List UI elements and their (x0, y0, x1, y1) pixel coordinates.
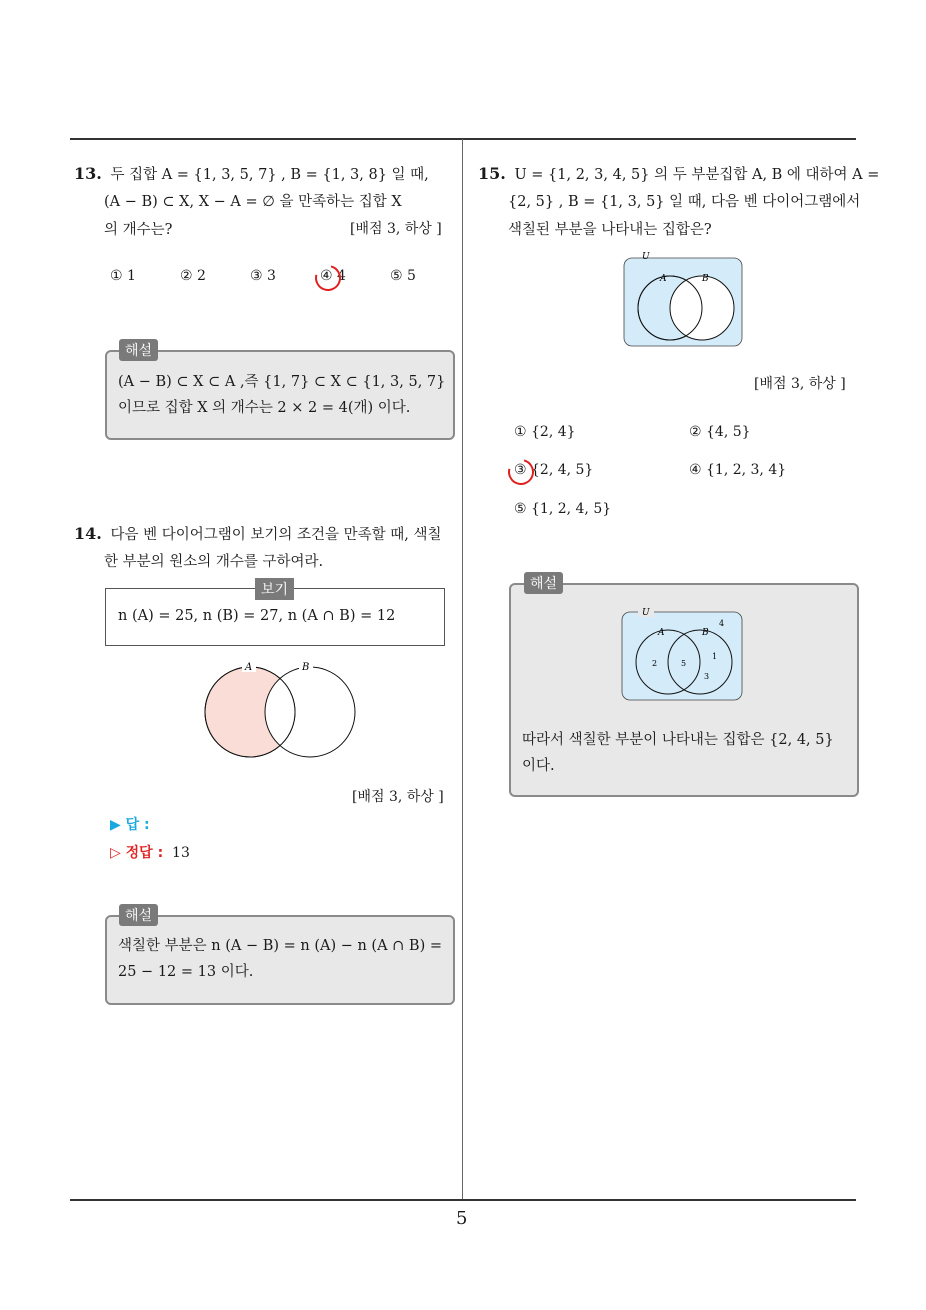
bottom-rule (70, 1199, 856, 1201)
venn-label-b: B (702, 628, 709, 638)
correct-label: ▷ 정답 : (110, 845, 164, 861)
question-number: 15. (478, 164, 506, 183)
venn-label-a: A (245, 662, 253, 673)
question-text-line2: {2, 5} , B = {1, 3, 5} 일 때, 다음 벤 다이어그램에서 (508, 194, 861, 210)
top-rule (70, 138, 856, 140)
venn-element-3: 3 (704, 672, 710, 681)
question-number: 14. (74, 524, 102, 543)
venn-element-1: 1 (712, 652, 718, 661)
venn-element-5: 5 (681, 659, 687, 668)
score-label: [배점 3, 하상 ] (352, 789, 444, 805)
q15-venn-diagram (622, 250, 746, 350)
question-text-line2: 한 부분의 원소의 개수를 구하여라. (104, 554, 324, 570)
score-label: [배점 3, 하상 ] (350, 221, 442, 237)
question-text-line3: 색칠된 부분을 나타내는 집합은? (508, 222, 712, 238)
question-text-line1: U = {1, 2, 3, 4, 5} 의 두 부분집합 A, B 에 대하여 A = (514, 167, 880, 183)
question-text-line3: 의 개수는? (104, 222, 173, 238)
choice-1[interactable]: ① 1 (110, 268, 136, 284)
correct-answer (110, 842, 190, 862)
explanation-line2: 이다. (522, 758, 555, 774)
choice-4[interactable]: ④ {1, 2, 3, 4} (689, 462, 787, 478)
venn-element-2: 2 (652, 659, 658, 668)
venn-label-b: B (302, 662, 310, 673)
choice-3[interactable]: ③ 3 (250, 268, 276, 284)
question-text-line1: 다음 벤 다이어그램이 보기의 조건을 만족할 때, 색칠 (110, 527, 442, 543)
answer-mark-icon (503, 454, 539, 490)
venn-label-b: B (702, 274, 709, 284)
column-divider (462, 139, 463, 1200)
explanation-venn-diagram (620, 604, 746, 704)
bogi-text: n (A) = 25, n (B) = 27, n (A ∩ B) = 12 (118, 608, 396, 624)
choice-5[interactable]: ⑤ 5 (390, 268, 416, 284)
explanation-line2: 이므로 집합 X 의 개수는 2 × 2 = 4(개) 이다. (118, 400, 411, 416)
venn-label-a: A (660, 274, 667, 284)
question-number: 13. (74, 164, 102, 183)
correct-value: 13 (172, 845, 190, 861)
explanation-line2: 25 − 12 = 13 이다. (118, 964, 254, 980)
explanation-tag: 해설 (119, 339, 158, 361)
answer-input-label[interactable]: ▶ 답 : (110, 817, 150, 833)
choice-3[interactable]: ③ {2, 4, 5} (514, 462, 594, 478)
score-label: [배점 3, 하상 ] (754, 376, 846, 392)
choice-1[interactable]: ① {2, 4} (514, 424, 576, 440)
explanation-tag: 해설 (524, 572, 563, 594)
question-text-line2: (A − B) ⊂ X, X − A = ∅ 을 만족하는 집합 X (104, 194, 402, 210)
venn-label-u: U (642, 608, 650, 618)
q14-venn-diagram (195, 658, 365, 768)
explanation-line1: 따라서 색칠한 부분이 나타내는 집합은 {2, 4, 5} (522, 732, 834, 748)
choice-2[interactable]: ② {4, 5} (689, 424, 751, 440)
question-text-line1: 두 집합 A = {1, 3, 5, 7} , B = {1, 3, 8} 일 때, (110, 167, 429, 183)
choice-4[interactable]: ④ 4 (320, 268, 346, 284)
explanation-line1: 색칠한 부분은 n (A − B) = n (A) − n (A ∩ B) = (118, 938, 442, 954)
explanation-line1: (A − B) ⊂ X ⊂ A ,즉 {1, 7} ⊂ X ⊂ {1, 3, 5, 7} (118, 374, 446, 390)
page-number: 5 (456, 1208, 468, 1229)
choice-5[interactable]: ⑤ {1, 2, 4, 5} (514, 501, 612, 517)
answer-mark-icon (310, 260, 346, 296)
explanation-tag: 해설 (119, 904, 158, 926)
venn-label-a: A (658, 628, 665, 638)
choice-2[interactable]: ② 2 (180, 268, 206, 284)
bogi-tag: 보기 (255, 578, 294, 600)
venn-label-u: U (642, 252, 650, 262)
venn-element-4: 4 (719, 619, 725, 628)
